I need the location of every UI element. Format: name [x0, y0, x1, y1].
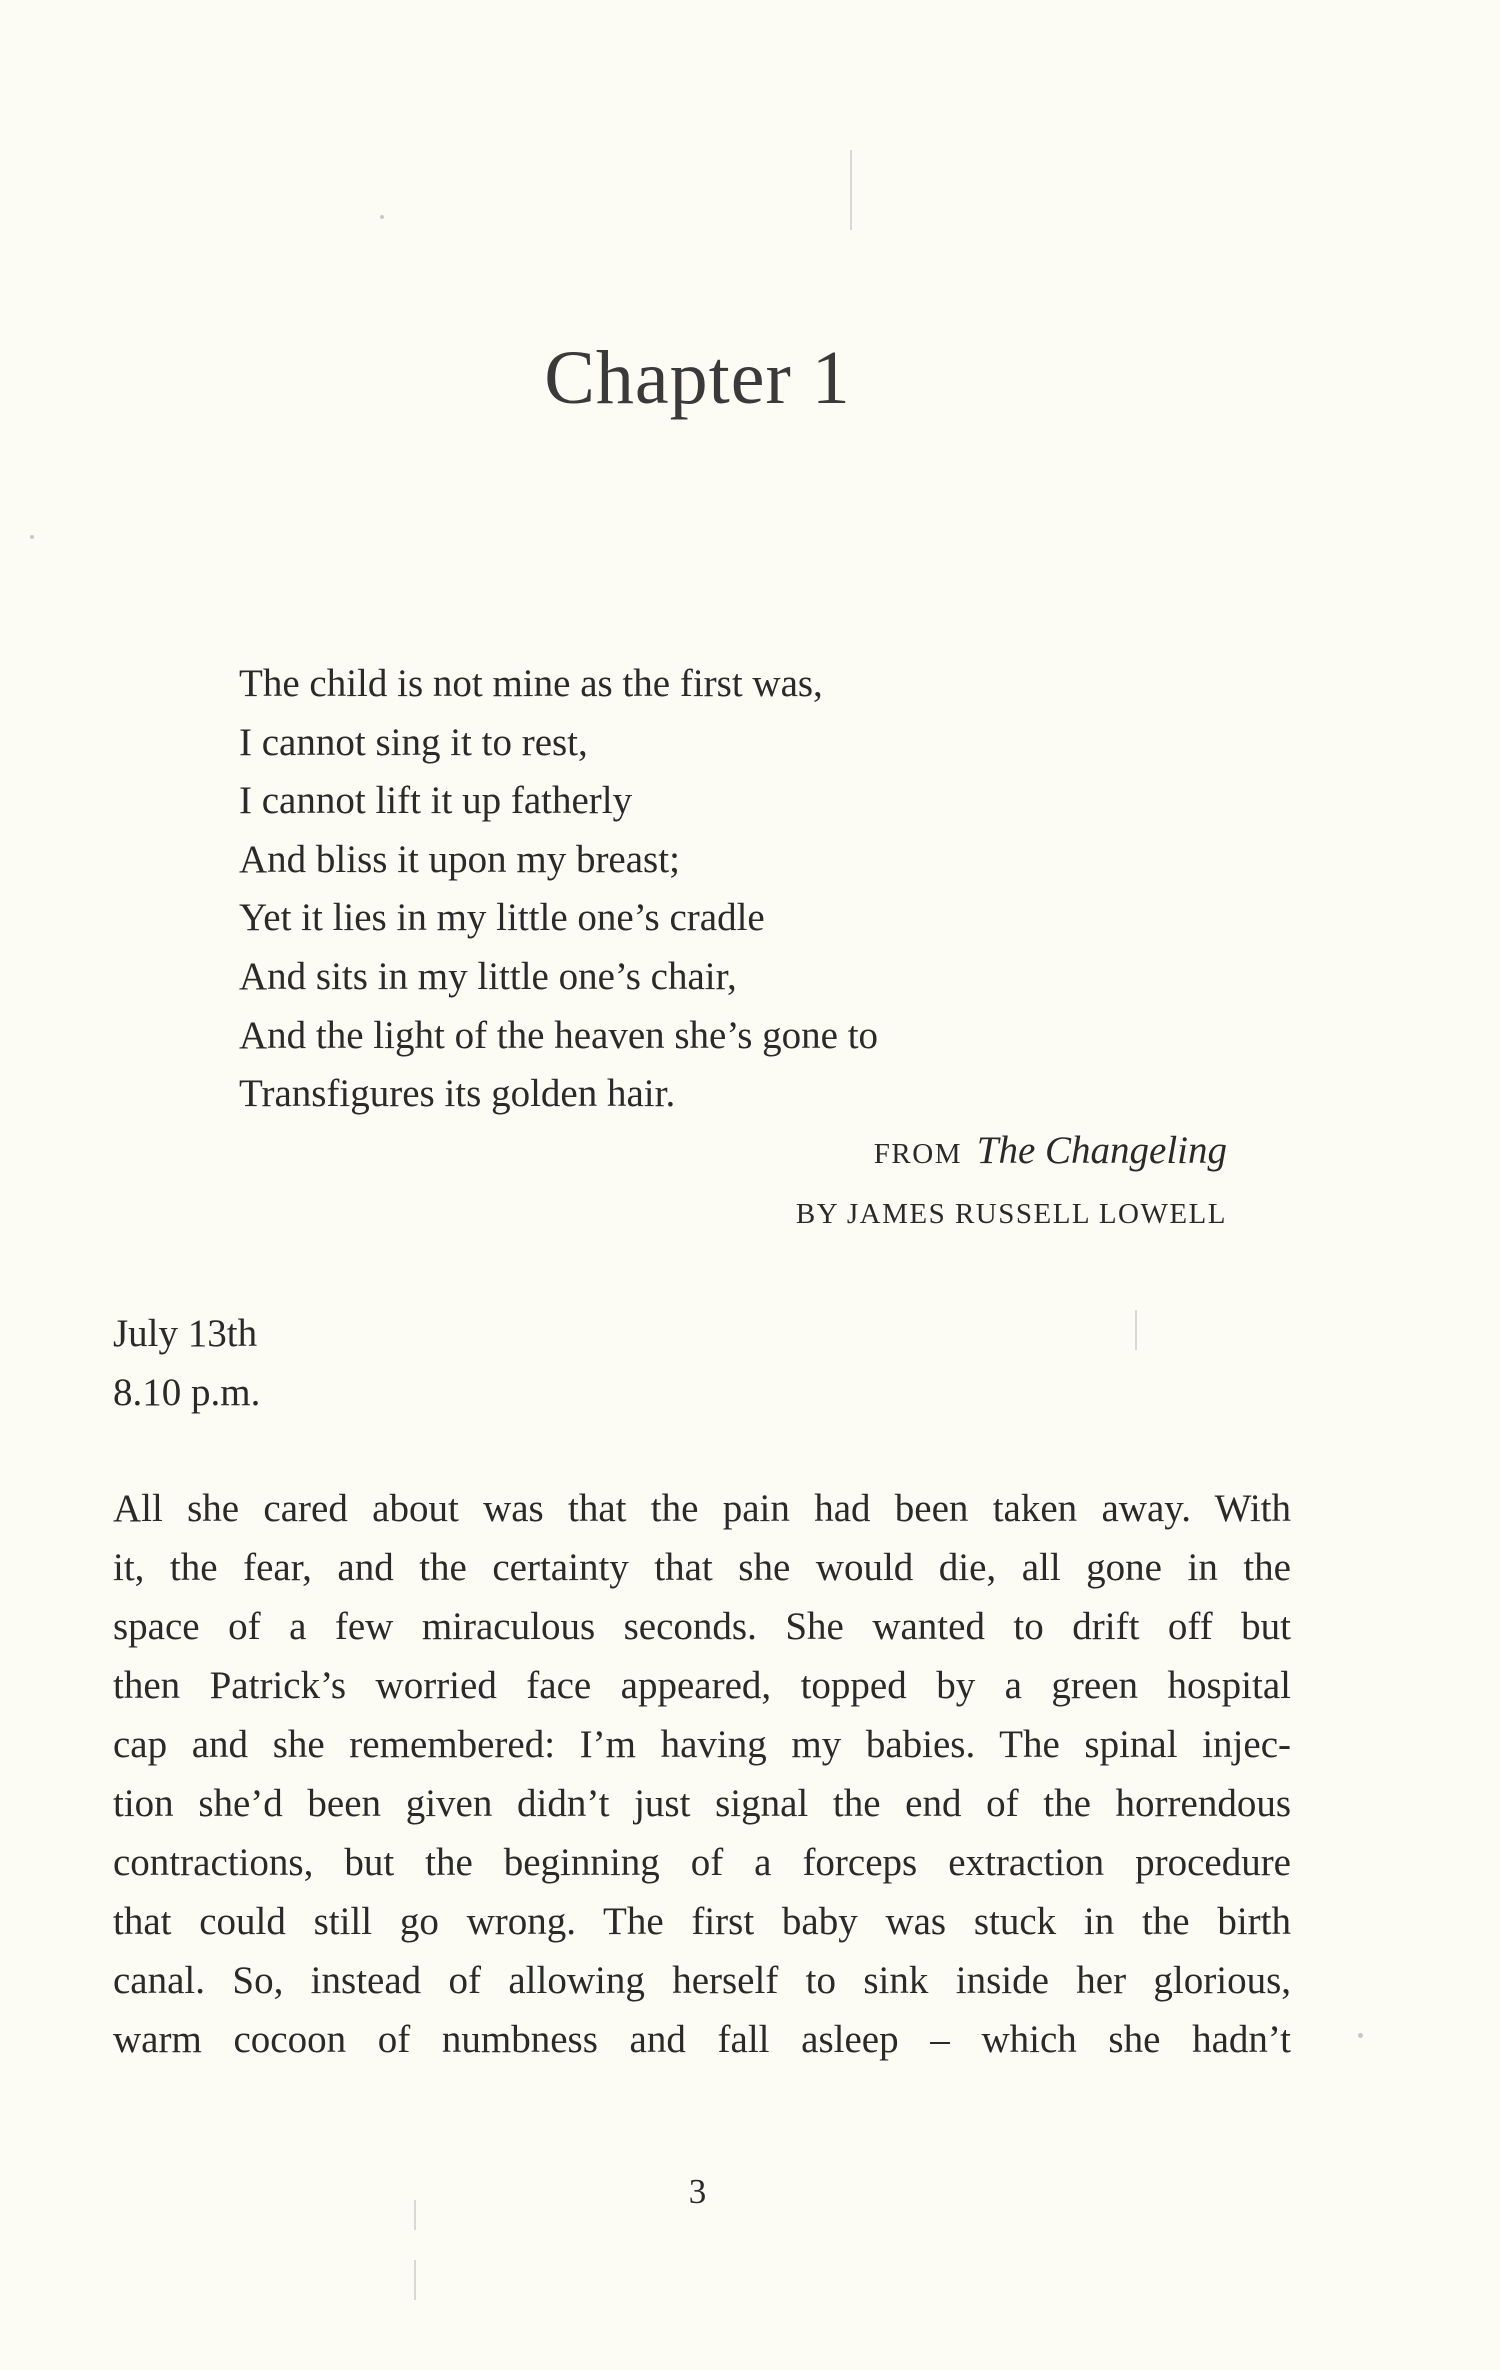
- poem-line: And the light of the heaven she’s gone to: [239, 1013, 879, 1057]
- epigraph-author: BY JAMES RUSSELL LOWELL: [795, 1198, 1227, 1230]
- from-label: FROM: [873, 1138, 962, 1170]
- poem-line: I cannot sing it to rest,: [239, 720, 588, 764]
- poem-line: I cannot lift it up fatherly: [239, 779, 633, 823]
- body-text: [113, 1479, 1291, 2069]
- chapter-title: Chapter 1: [544, 336, 851, 420]
- scan-mark: [1135, 1310, 1137, 1350]
- scan-speck: [1358, 2033, 1363, 2038]
- text-line: tion she’d been given didn’t just signal the end of the horrendous: [113, 1782, 1291, 1825]
- scan-speck: [380, 215, 384, 219]
- text-line: then Patrick’s worried face appeared, topped by a green hospital: [113, 1664, 1291, 1707]
- dateline: [113, 1304, 260, 1422]
- poem-line: And sits in my little one’s chair,: [239, 954, 737, 998]
- scan-mark: [414, 2260, 416, 2300]
- poem-line: Transfigures its golden hair.: [239, 1072, 676, 1116]
- text-line: that could still go wrong. The first baby was stuck in the birth: [113, 1900, 1291, 1943]
- scan-mark: [850, 150, 852, 230]
- work-title: The Changeling: [976, 1129, 1227, 1172]
- epigraph-poem: [239, 655, 1239, 1124]
- text-line: space of a few miraculous seconds. She wanted to drift off but: [113, 1605, 1291, 1648]
- page-number: 3: [688, 2172, 707, 2211]
- text-line: cap and she remembered: I’m having my babies. The spinal injec-: [113, 1723, 1291, 1766]
- poem-line: The child is not mine as the first was,: [239, 662, 823, 705]
- epigraph-source: [874, 1128, 1227, 1173]
- dateline-time: 8.10 p.m.: [113, 1371, 261, 1414]
- text-line: All she cared about was that the pain had been taken away. With: [113, 1487, 1291, 1530]
- text-line: canal. So, instead of allowing herself to sink inside her glorious,: [113, 1959, 1291, 2002]
- text-line: warm cocoon of numbness and fall asleep – which she hadn’t: [113, 2018, 1291, 2061]
- poem-line: And bliss it upon my breast;: [239, 837, 680, 881]
- scan-speck: [30, 535, 34, 539]
- poem-line: Yet it lies in my little one’s cradle: [239, 896, 765, 940]
- dateline-date: July 13th: [113, 1312, 258, 1355]
- text-line: it, the fear, and the certainty that she would die, all gone in the: [113, 1546, 1291, 1589]
- text-line: contractions, but the beginning of a forceps extraction procedure: [113, 1841, 1291, 1884]
